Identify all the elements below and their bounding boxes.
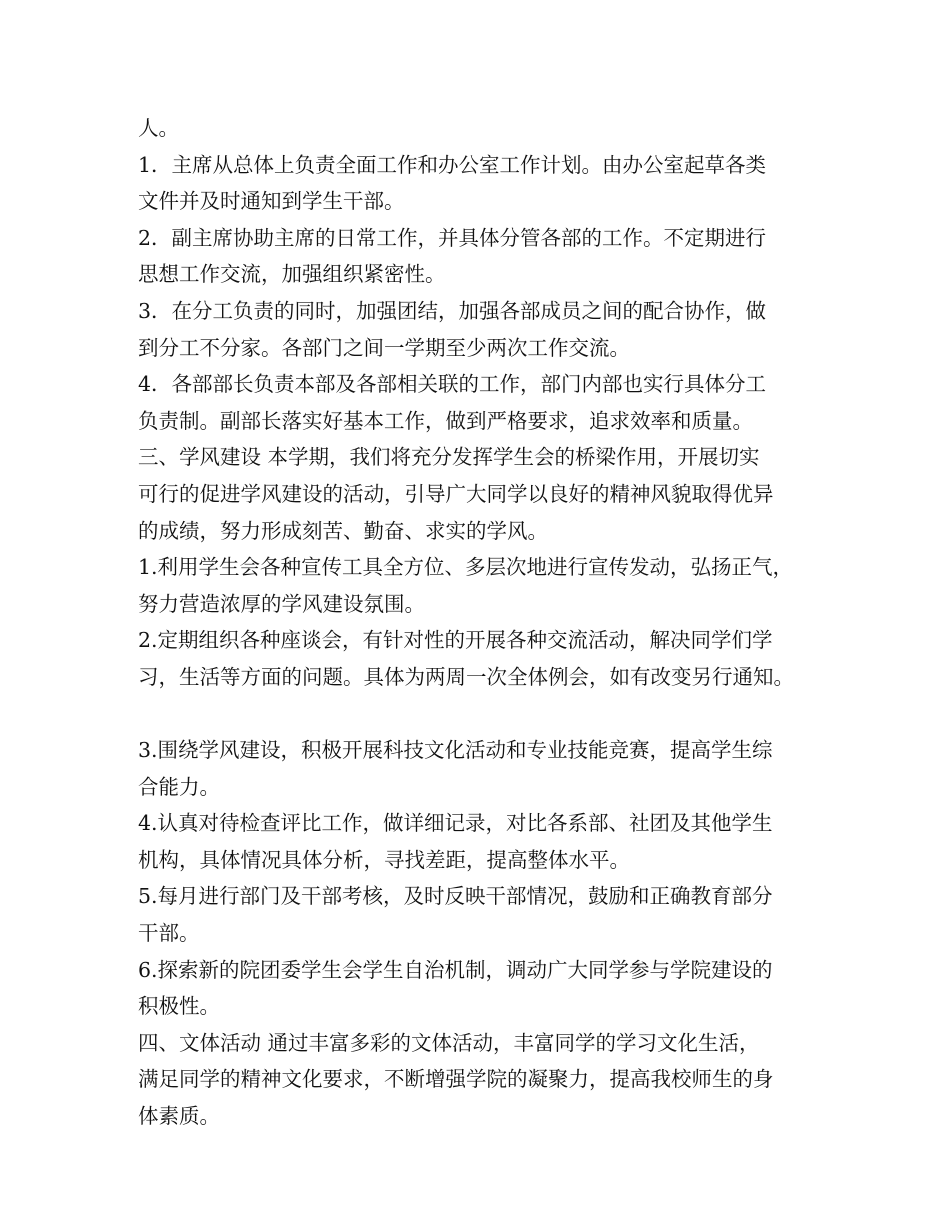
- text-line: 人。: [138, 116, 179, 140]
- text-line: 满足同学的精神文化要求，不断增强学院的凝聚力，提高我校师生的身: [138, 1067, 774, 1092]
- text-line: 努力营造浓厚的学风建设氛围。: [138, 591, 425, 616]
- text-line: 的成绩，努力形成刻苦、勤奋、求实的学风。: [138, 518, 548, 543]
- text-line: 4．各部部长负责本部及各部相关联的工作，部门内部也实行具体分工: [138, 372, 767, 397]
- text-line: 习，生活等方面的问题。具体为两周一次全体例会，如有改变另行通知。: [138, 664, 794, 689]
- text-line: 积极性。: [138, 994, 220, 1019]
- text-line: 5.每月进行部门及干部考核，及时反映干部情况，鼓励和正确教育部分: [138, 884, 773, 909]
- text-line: 4.认真对待检查评比工作，做详细记录，对比各系部、社团及其他学生: [138, 811, 773, 836]
- text-line: 文件并及时通知到学生干部。: [138, 189, 405, 214]
- text-line: 负责制。副部长落实好基本工作，做到严格要求，追求效率和质量。: [138, 408, 753, 433]
- text-line: 四、文体活动 通过丰富多彩的文体活动，丰富同学的学习文化生活，: [138, 1030, 760, 1055]
- text-line: 合能力。: [138, 774, 220, 799]
- text-line: 1．主席从总体上负责全面工作和办公室工作计划。由办公室起草各类: [138, 152, 767, 177]
- paragraph-gap: [138, 696, 838, 733]
- text-line: 3.围绕学风建设，积极开展科技文化活动和专业技能竞赛，提高学生综: [138, 738, 773, 763]
- text-line: 3．在分工负责的同时，加强团结，加强各部成员之间的配合协作，做: [138, 298, 767, 323]
- text-line: 机构，具体情况具体分析，寻找差距，提高整体水平。: [138, 847, 630, 872]
- text-line: 干部。: [138, 921, 200, 946]
- text-line: 1.利用学生会各种宣传工具全方位、多层次地进行宣传发动，弘扬正气，: [138, 555, 794, 580]
- text-line: 可行的促进学风建设的活动，引导广大同学以良好的精神风貌取得优异: [138, 481, 774, 506]
- text-line: 2.定期组织各种座谈会，有针对性的开展各种交流活动，解决同学们学: [138, 628, 773, 653]
- text-line: 三、学风建设 本学期，我们将充分发挥学生会的桥梁作用，开展切实: [138, 445, 760, 470]
- text-line: 思想工作交流，加强组织紧密性。: [138, 262, 446, 287]
- text-line: 6.探索新的院团委学生会学生自治机制，调动广大同学参与学院建设的: [138, 957, 773, 982]
- text-line: 体素质。: [138, 1104, 220, 1129]
- text-line: 到分工不分家。各部门之间一学期至少两次工作交流。: [138, 335, 630, 360]
- text-line: 2．副主席协助主席的日常工作，并具体分管各部的工作。不定期进行: [138, 225, 767, 250]
- document-body: [138, 110, 838, 1135]
